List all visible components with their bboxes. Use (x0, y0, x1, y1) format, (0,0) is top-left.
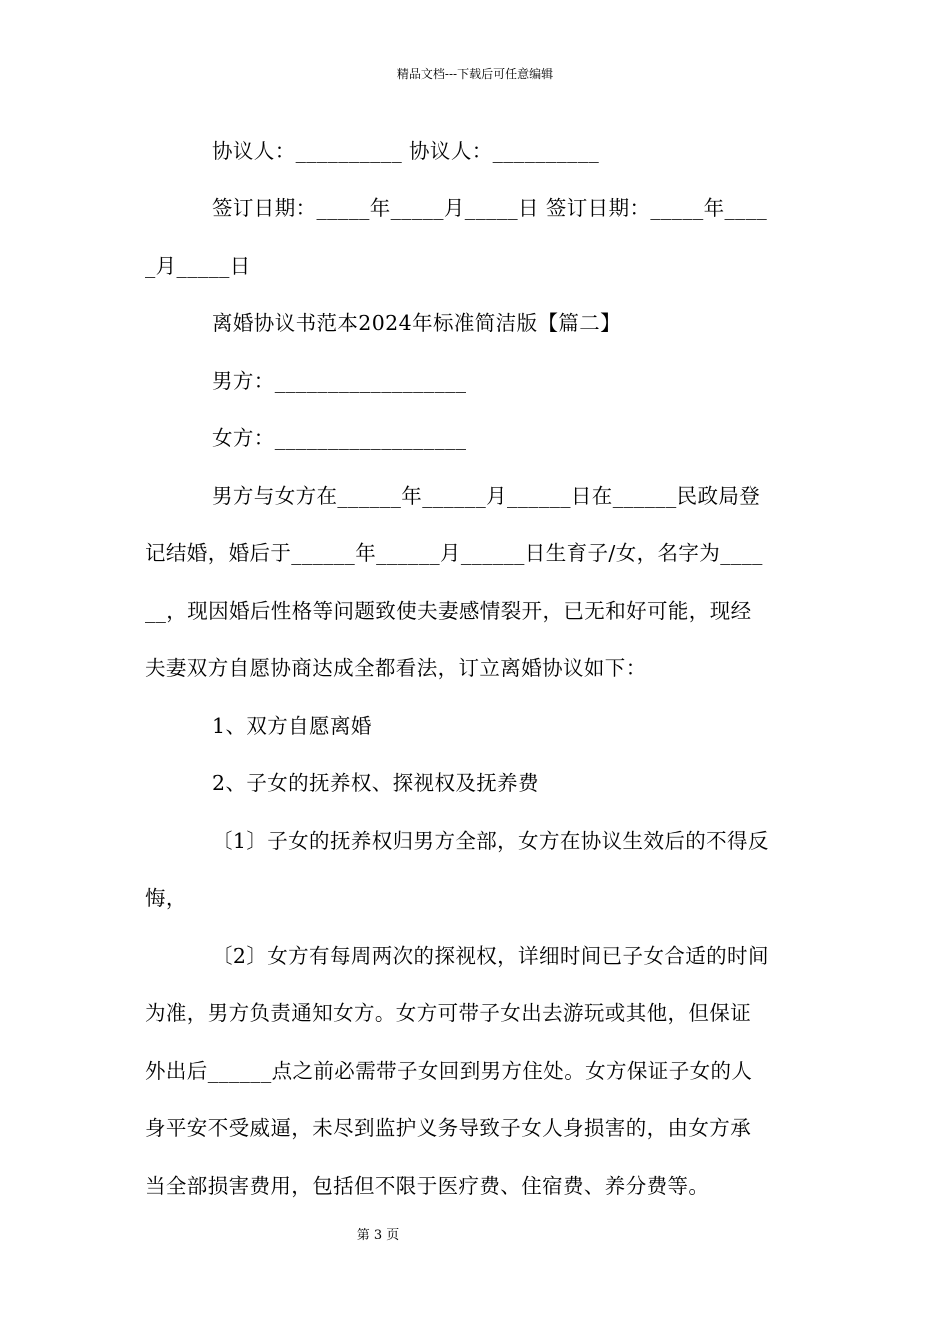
paragraph-line: 男方与女方在______年______月______日在______民政局登 (212, 484, 761, 508)
paragraph-line: __，现因婚后性格等问题致使夫妻感情裂开，已无和好可能，现经 (145, 599, 752, 623)
clause-1: 1、双方自愿离婚 (212, 714, 372, 738)
signing-date-line: 签订日期：_____年_____月_____日 签订日期：_____年____ (212, 196, 768, 220)
signing-date-line-continued: _月_____日 (145, 254, 251, 278)
clause-2-1-line: 〔1〕子女的抚养权归男方全部，女方在协议生效后的不得反 (212, 829, 769, 853)
paragraph-line: 记结婚，婚后于______年______月______日生育子/女，名字为____ (145, 541, 763, 565)
clause-2-2-line: 〔2〕女方有每周两次的探视权，详细时间已子女合适的时间 (212, 944, 769, 968)
page-header: 精品文档---下载后可任意编辑 (396, 67, 554, 81)
paragraph-line: 夫妻双方自愿协商达成全都看法，订立离婚协议如下： (145, 656, 647, 680)
clause-2: 2、子女的抚养权、探视权及抚养费 (212, 771, 539, 795)
clause-2-2-line: 外出后______点之前必需带子女回到男方住处。女方保证子女的人 (145, 1059, 753, 1083)
signatory-line: 协议人：__________ 协议人：__________ (212, 139, 600, 163)
wife-field: 女方：__________________ (212, 426, 467, 450)
page-number: 第 3 页 (356, 1228, 400, 1243)
section-title: 离婚协议书范本2024年标准简洁版【篇二】 (212, 311, 622, 335)
clause-2-2-line: 为准，男方负责通知女方。女方可带子女出去游玩或其他，但保证 (145, 1001, 752, 1025)
clause-2-2-line: 身平安不受威逼，未尽到监护义务导致子女人身损害的，由女方承 (145, 1116, 752, 1140)
clause-2-1-line: 悔， (145, 886, 187, 910)
husband-field: 男方：__________________ (212, 369, 467, 393)
clause-2-2-line: 当全部损害费用，包括但不限于医疗费、住宿费、养分费等。 (145, 1174, 710, 1198)
